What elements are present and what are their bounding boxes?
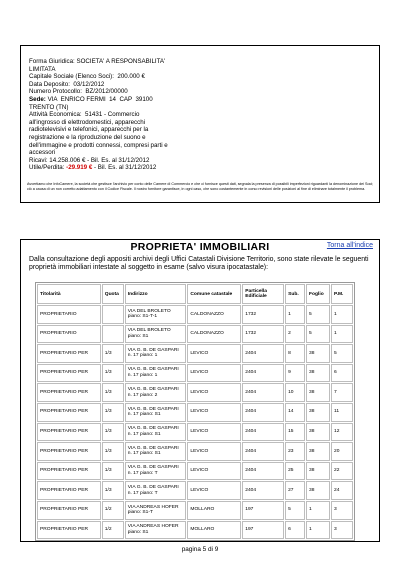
- section-title: PROPRIETA' IMMOBILIARI: [130, 241, 270, 253]
- table-cell: LEVICO: [187, 481, 241, 500]
- table-cell: LEVICO: [187, 364, 241, 383]
- table-cell: 1/3: [102, 344, 124, 363]
- table-cell: 3: [331, 501, 353, 520]
- table-cell: PROPRIETARIO PER: [37, 462, 101, 481]
- company-info-line: Attività Economica: 51431 - Commercio: [29, 111, 140, 119]
- table-header-cell: Indirizzo: [125, 284, 187, 304]
- table-row: [37, 344, 353, 363]
- table-cell: LEVICO: [187, 344, 241, 363]
- table-cell: 1/2: [102, 521, 124, 540]
- table-cell: VIA G. B. DE GASPARI n. 17 piano: S1: [125, 403, 187, 422]
- table-cell: 38: [306, 383, 330, 402]
- property-table: [35, 282, 355, 541]
- table-cell: 1732: [242, 325, 284, 344]
- table-cell: 2404: [242, 423, 284, 442]
- table-cell: PROPRIETARIO PER: [37, 403, 101, 422]
- table-cell: 1/3: [102, 442, 124, 461]
- table-header-cell: Quota: [102, 284, 124, 304]
- table-cell: 1/3: [102, 423, 124, 442]
- company-info-line: Sede: VIA ENRICO FERMI 14 CAP 39100: [29, 95, 153, 103]
- table-cell: 1732: [242, 305, 284, 324]
- table-cell: VIA DEL BROLETO piano: S1: [125, 325, 187, 344]
- table-cell: 5: [306, 325, 330, 344]
- table-cell: 2404: [242, 403, 284, 422]
- table-cell: VIA G. B. DE GASPARI n. 17 piano: S1: [125, 423, 187, 442]
- table-cell: 9: [285, 364, 305, 383]
- table-cell: [102, 305, 124, 324]
- table-row: [37, 521, 353, 540]
- table-cell: PROPRIETARIO PER: [37, 344, 101, 363]
- table-cell: 5: [306, 305, 330, 324]
- table-cell: 2404: [242, 481, 284, 500]
- table-row: [37, 403, 353, 422]
- table-cell: 12: [331, 423, 353, 442]
- table-cell: 1/3: [102, 364, 124, 383]
- table-cell: MOLLARO: [187, 521, 241, 540]
- table-cell: 197: [242, 521, 284, 540]
- table-row: [37, 501, 353, 520]
- table-cell: LEVICO: [187, 383, 241, 402]
- property-table-container: [20, 280, 380, 542]
- table-cell: 1/3: [102, 462, 124, 481]
- table-cell: 1/2: [102, 501, 124, 520]
- table-cell: 38: [306, 442, 330, 461]
- table-header-cell: Titolarità: [37, 284, 101, 304]
- company-info-line: TRENTO (TN): [29, 103, 69, 111]
- table-cell: 197: [242, 501, 284, 520]
- table-cell: LEVICO: [187, 403, 241, 422]
- table-cell: 5: [331, 344, 353, 363]
- table-row: [37, 462, 353, 481]
- table-cell: VIA DEL BROLETO piano: S1-T-1: [125, 305, 187, 324]
- table-cell: 1: [331, 325, 353, 344]
- company-info-lines: [29, 58, 199, 172]
- utile-perdita-suffix: - Bil. Es. al 31/12/2012: [92, 164, 157, 172]
- table-cell: 1/3: [102, 383, 124, 402]
- table-cell: VIA G. B. DE GASPARI n. 17 piano: 2: [125, 383, 187, 402]
- table-row: [37, 364, 353, 383]
- table-cell: 1: [306, 521, 330, 540]
- table-cell: PROPRIETARIO PER: [37, 481, 101, 500]
- table-cell: LEVICO: [187, 442, 241, 461]
- table-cell: 38: [306, 344, 330, 363]
- table-cell: 6: [285, 521, 305, 540]
- table-cell: 14: [285, 403, 305, 422]
- table-cell: 23: [285, 442, 305, 461]
- company-info-line: accessori: [29, 149, 56, 157]
- table-cell: LEVICO: [187, 462, 241, 481]
- table-header-cell: Particella Edificiale: [242, 284, 284, 304]
- table-cell: [102, 325, 124, 344]
- company-info-box: [20, 45, 380, 203]
- table-header-cell: P.M.: [331, 284, 353, 304]
- table-cell: 2404: [242, 462, 284, 481]
- table-cell: 38: [306, 423, 330, 442]
- table-cell: CALDONAZZO: [187, 325, 241, 344]
- table-cell: 22: [331, 462, 353, 481]
- table-cell: VIA G. B. DE GASPARI n. 17 piano: 1: [125, 364, 187, 383]
- table-cell: 27: [285, 481, 305, 500]
- table-cell: VIA G. B. DE GASPARI n. 17 piano: T: [125, 462, 187, 481]
- table-cell: PROPRIETARIO PER: [37, 423, 101, 442]
- utile-perdita-line: [29, 164, 199, 172]
- company-info-line: Ricavi: 14.258.006 € - Bil. Es. al 31/12/2012: [29, 156, 150, 164]
- table-row: [37, 442, 353, 461]
- table-cell: 2404: [242, 364, 284, 383]
- table-cell: VIA G. B. DE GASPARI n. 17 piano: 1: [125, 344, 187, 363]
- table-cell: PROPRIETARIO PER: [37, 383, 101, 402]
- table-cell: VIA ANDREAS HOFER piano: S1: [125, 521, 187, 540]
- table-cell: VIA G. B. DE GASPARI n. 17 piano: T: [125, 481, 187, 500]
- table-cell: 38: [306, 403, 330, 422]
- table-cell: 11: [331, 403, 353, 422]
- company-info-line: all'ingrosso di elettrodomestici, apparecchi: [29, 118, 146, 126]
- table-header-cell: Comune catastale: [187, 284, 241, 304]
- table-cell: PROPRIETARIO PER: [37, 442, 101, 461]
- table-row: [37, 325, 353, 344]
- section-header: [20, 239, 380, 254]
- table-cell: 5: [285, 501, 305, 520]
- utile-perdita-value: -29.919 €: [66, 164, 93, 172]
- table-cell: 8: [285, 344, 305, 363]
- utile-perdita-label: Utile/Perdita:: [29, 164, 67, 172]
- page-number: pagina 5 di 9: [181, 546, 219, 553]
- company-info-line: radiotelevisivi e telefonici, apparecchi per la: [29, 126, 149, 134]
- table-cell: 1: [306, 501, 330, 520]
- table-cell: 2404: [242, 383, 284, 402]
- table-cell: MOLLARO: [187, 501, 241, 520]
- table-cell: PROPRIETARIO: [37, 325, 101, 344]
- table-cell: 6: [331, 364, 353, 383]
- table-cell: LEVICO: [187, 423, 241, 442]
- table-cell: 38: [306, 462, 330, 481]
- table-cell: 38: [306, 364, 330, 383]
- table-cell: 24: [331, 481, 353, 500]
- table-cell: PROPRIETARIO PER: [37, 521, 101, 540]
- company-info-line: dell'immagine e prodotti connessi, compresi parti e: [29, 141, 168, 149]
- table-cell: CALDONAZZO: [187, 305, 241, 324]
- table-header-cell: Sub.: [285, 284, 305, 304]
- table-cell: 1: [331, 305, 353, 324]
- section-intro: Dalla consultazione degli appositi archivi degli Uffici Catastali Divisione Territorio, sono state rilevate le seguenti proprietà immobiliari intestate al soggetto in esame (salvo visura ipocatastale):: [20, 254, 380, 280]
- table-cell: 1/3: [102, 403, 124, 422]
- table-cell: 2404: [242, 344, 284, 363]
- table-cell: 38: [306, 481, 330, 500]
- table-cell: 25: [285, 462, 305, 481]
- table-cell: 2: [285, 325, 305, 344]
- table-row: [37, 383, 353, 402]
- table-cell: PROPRIETARIO PER: [37, 501, 101, 520]
- table-cell: 20: [331, 442, 353, 461]
- company-info-line: LIMITATA: [29, 65, 56, 73]
- table-row: [37, 305, 353, 324]
- table-cell: VIA ANDREAS HOFER piano: S1-T: [125, 501, 187, 520]
- company-info-line: Data Deposito: 03/12/2012: [29, 80, 105, 88]
- table-cell: PROPRIETARIO: [37, 305, 101, 324]
- table-header-cell: Foglio: [306, 284, 330, 304]
- company-info-line: registrazione e la riproduzione del suono e: [29, 133, 146, 141]
- company-info-line: Forma Giuridica: SOCIETA' A RESPONSABILITA': [29, 58, 166, 65]
- table-cell: 3: [331, 521, 353, 540]
- table-row: [37, 481, 353, 500]
- company-info-line: Numero Protocollo: BZ/2012/00000: [29, 88, 128, 96]
- table-header-row: [37, 284, 353, 304]
- table-cell: 1/3: [102, 481, 124, 500]
- table-row: [37, 423, 353, 442]
- table-cell: PROPRIETARIO PER: [37, 364, 101, 383]
- infocamere-disclaimer: Avvertiamo che InfoCamere, la società che gestisce l'archivio per conto delle Camere di Commercio e che ci fornisce questi dati, segnala la presenza di possibili imperfezioni riguardanti la denominazione dei Soci; ciò a causa di un non corretto adattamento con il Codice Fiscale. Il nostro fornitore garantisce, in ogni caso, che sono costantemente in corso revisioni delle posizioni al fine di eliminare totalmente il problema.: [27, 182, 374, 191]
- table-cell: VIA G. B. DE GASPARI n. 17 piano: S1: [125, 442, 187, 461]
- table-cell: 10: [285, 383, 305, 402]
- company-info-line: Capitale Sociale (Elenco Soci): 200.000 €: [29, 73, 145, 81]
- table-cell: 7: [331, 383, 353, 402]
- table-cell: 2404: [242, 442, 284, 461]
- table-cell: 1: [285, 305, 305, 324]
- back-to-index-link[interactable]: Torna all'indice: [326, 242, 373, 249]
- table-cell: 15: [285, 423, 305, 442]
